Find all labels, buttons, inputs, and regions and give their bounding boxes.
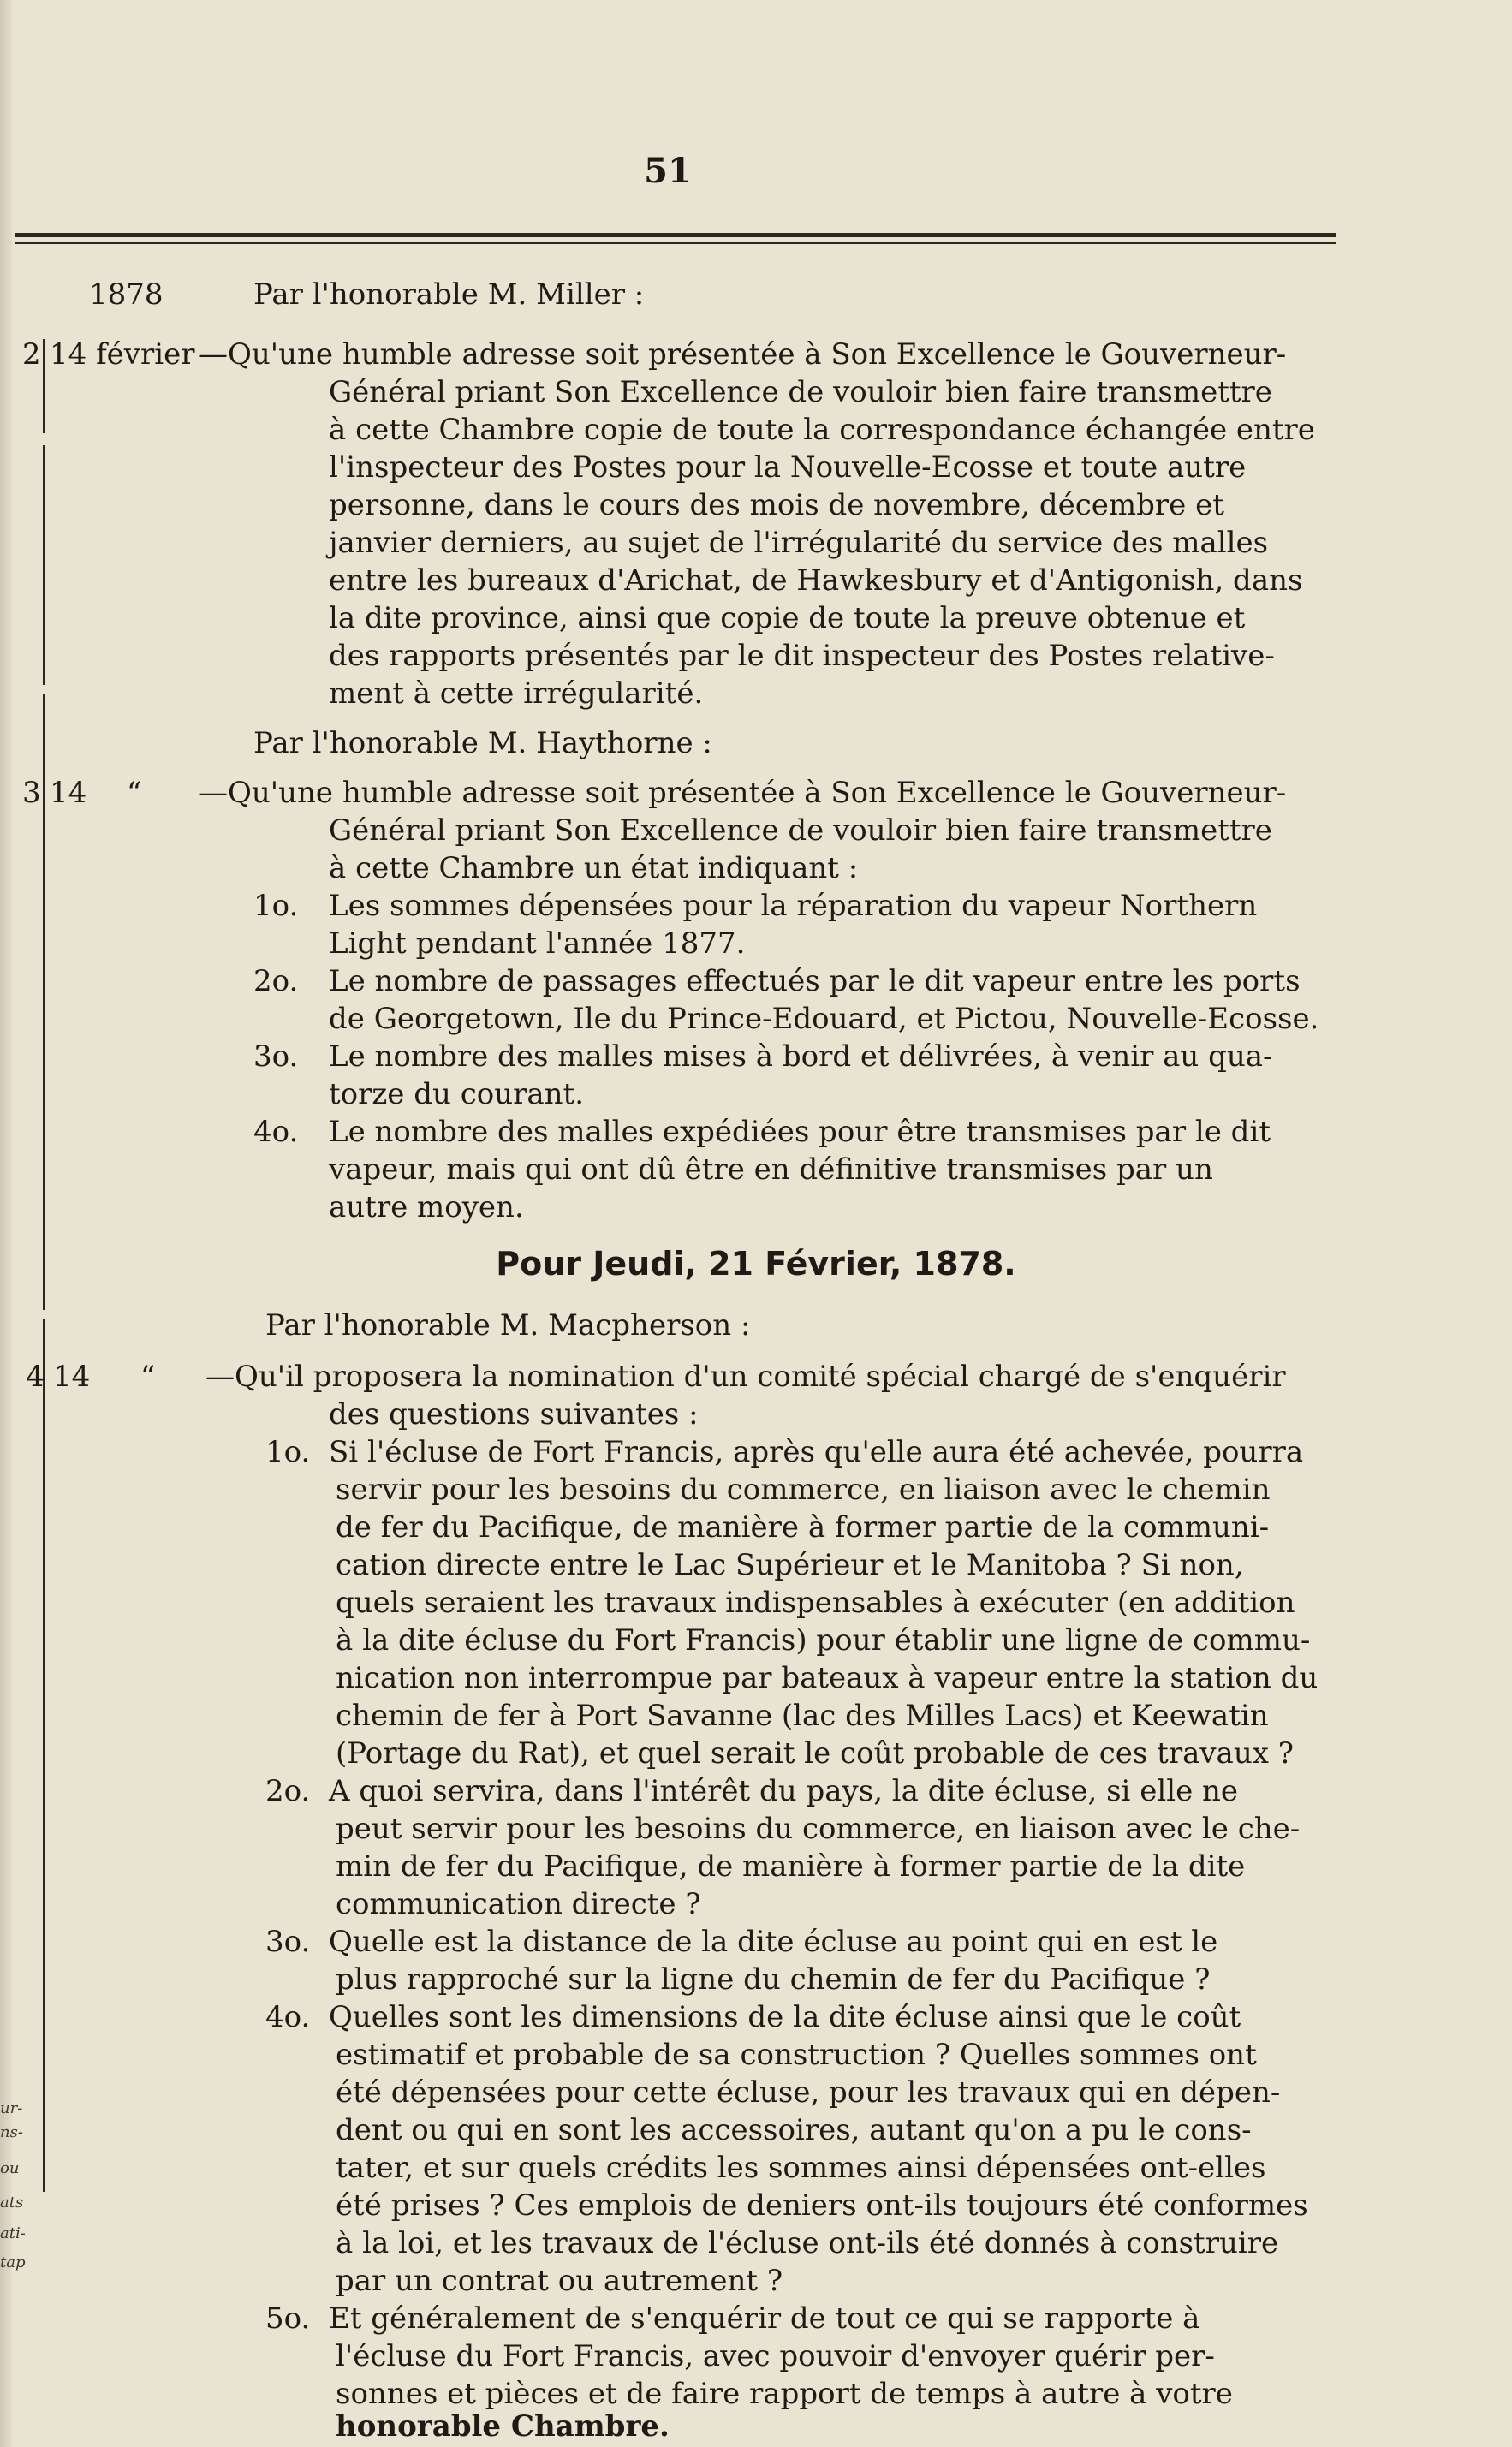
- header-rule-thick: [15, 233, 1336, 237]
- item-line: chemin de fer à Port Savanne (lac des Milles Lacs) et Keewatin: [336, 1699, 1269, 1733]
- ditto-mark: “: [127, 776, 142, 810]
- margin-rule: [43, 339, 45, 433]
- mover-2: Par l'honorable M. Haythorne :: [253, 726, 712, 760]
- item-line: Si l'écluse de Fort Francis, après qu'elle aura été achevée, pourra: [329, 1435, 1304, 1469]
- motion-2-line: Général priant Son Excellence de vouloir bien faire transmettre: [329, 375, 1272, 409]
- motion-2-line: la dite province, ainsi que copie de toute la preuve obtenue et: [329, 601, 1246, 635]
- item-line: à la dite écluse du Fort Francis) pour établir une ligne de commu-: [336, 1623, 1311, 1658]
- page-number: 51: [644, 151, 692, 191]
- item-number: 2o.: [265, 1774, 311, 1808]
- section-heading: Pour Jeudi, 21 Février, 1878.: [496, 1245, 1016, 1283]
- item-number: 5o.: [265, 2301, 311, 2336]
- item-number: 4o.: [253, 1115, 299, 1149]
- item-line: autre moyen.: [329, 1190, 524, 1224]
- item-line: Quelles sont les dimensions de la dite écluse ainsi que le coût: [329, 2000, 1241, 2034]
- item-line: estimatif et probable de sa construction ? Quelles sommes ont: [336, 2038, 1257, 2072]
- year: 1878: [89, 277, 164, 312]
- motion-4-line: —Qu'il proposera la nomination d'un comité spécial chargé de s'enquérir: [205, 1360, 1286, 1394]
- item-line: nication non interrompue par bateaux à vapeur entre la station du: [336, 1661, 1319, 1695]
- item-line: à la loi, et les travaux de l'écluse ont-ils été donnés à construire: [336, 2226, 1279, 2260]
- item-line: sonnes et pièces et de faire rapport de temps à autre à votre: [336, 2377, 1233, 2411]
- item-line: Et généralement de s'enquérir de tout ce qui se rapporte à: [329, 2301, 1200, 2336]
- item-number: 4o.: [265, 2000, 311, 2034]
- item-line: quels seraient les travaux indispensables à exécuter (en addition: [336, 1586, 1295, 1620]
- item-line: été dépensées pour cette écluse, pour les travaux qui en dépen-: [336, 2075, 1281, 2110]
- motion-2-line: janvier derniers, au sujet de l'irrégularité du service des malles: [329, 526, 1269, 560]
- item-line: cation directe entre le Lac Supérieur et le Manitoba ? Si non,: [336, 1548, 1244, 1582]
- item-line: Quelle est la distance de la dite écluse au point qui en est le: [329, 1925, 1218, 1959]
- margin-fragment: ou: [0, 2159, 20, 2177]
- item-number: 3o.: [265, 1925, 311, 1959]
- motion-date-3: 14: [50, 776, 87, 810]
- item-line: dent ou qui en sont les accessoires, autant qu'on a pu le cons-: [336, 2113, 1252, 2147]
- motion-number-3: 3: [22, 776, 41, 810]
- item-number: 2o.: [253, 964, 299, 998]
- motion-number-2: 2: [22, 337, 41, 372]
- motion-3-line: —Qu'une humble adresse soit présentée à Son Excellence le Gouverneur-: [199, 776, 1287, 810]
- item-line: Light pendant l'année 1877.: [329, 926, 746, 961]
- margin-fragment: ur-: [0, 2099, 23, 2117]
- ditto-mark: “: [140, 1360, 156, 1394]
- item-line: Le nombre de passages effectués par le dit vapeur entre les ports: [329, 964, 1301, 998]
- margin-rule: [43, 445, 45, 685]
- item-line: de Georgetown, Ile du Prince-Edouard, et Pictou, Nouvelle-Ecosse.: [329, 1002, 1319, 1036]
- margin-rule: [43, 694, 45, 1310]
- mover-1: [253, 276, 644, 313]
- motion-4-line: des questions suivantes :: [329, 1397, 699, 1432]
- header-rule-thin: [15, 242, 1336, 244]
- motion-date-2: 14 février: [50, 337, 195, 372]
- motion-date-4: 14: [53, 1360, 91, 1394]
- item-line: servir pour les besoins du commerce, en liaison avec le chemin: [336, 1473, 1271, 1507]
- item-line: par un contrat ou autrement ?: [336, 2264, 783, 2298]
- item-line: tater, et sur quels crédits les sommes ainsi dépensées ont-elles: [336, 2151, 1266, 2185]
- item-line: de fer du Pacifique, de manière à former partie de la communi-: [336, 1510, 1270, 1545]
- item-line: min de fer du Pacifique, de manière à former partie de la dite: [336, 1849, 1246, 1884]
- item-line: vapeur, mais qui ont dû être en définitive transmises par un: [329, 1152, 1213, 1187]
- motion-2-line: —Qu'une humble adresse soit présentée à Son Excellence le Gouverneur-: [199, 337, 1287, 372]
- item-line: l'écluse du Fort Francis, avec pouvoir d'envoyer quérir per-: [336, 2339, 1215, 2373]
- item-line: plus rapproché sur la ligne du chemin de fer du Pacifique ?: [336, 1962, 1211, 1997]
- page-edge: [0, 0, 12, 2447]
- margin-rule: [43, 1319, 45, 2192]
- margin-fragment: ati-: [0, 2224, 26, 2242]
- motion-2-line: entre les bureaux d'Arichat, de Hawkesbury et d'Antigonish, dans: [329, 563, 1303, 598]
- item-line: communication directe ?: [336, 1887, 701, 1921]
- mover-3: Par l'honorable M. Macpherson :: [265, 1308, 751, 1343]
- motion-2-line: à cette Chambre copie de toute la correspondance échangée entre: [329, 413, 1315, 447]
- item-line: honorable Chambre.: [336, 2409, 670, 2444]
- motion-2-line: des rapports présentés par le dit inspecteur des Postes relative-: [329, 639, 1275, 673]
- item-line: Le nombre des malles mises à bord et délivrées, à venir au qua-: [329, 1039, 1273, 1074]
- item-line: A quoi servira, dans l'intérêt du pays, la dite écluse, si elle ne: [329, 1774, 1239, 1808]
- motion-3-line: Général priant Son Excellence de vouloir bien faire transmettre: [329, 813, 1272, 848]
- item-line: (Portage du Rat), et quel serait le coût probable de ces travaux ?: [336, 1736, 1294, 1771]
- item-line: peut servir pour les besoins du commerce, en liaison avec le che-: [336, 1812, 1301, 1846]
- item-number: 1o.: [265, 1435, 311, 1469]
- margin-fragment: ats: [0, 2194, 24, 2212]
- motion-2-line: l'inspecteur des Postes pour la Nouvelle-Ecosse et toute autre: [329, 450, 1247, 485]
- item-line: été prises ? Ces emplois de deniers ont-ils toujours été conformes: [336, 2188, 1308, 2223]
- mover-1-text: Par l'honorable M. Miller :: [253, 277, 645, 312]
- item-line: torze du courant.: [329, 1077, 584, 1111]
- margin-fragment: tap: [0, 2254, 26, 2271]
- motion-3-line: à cette Chambre un état indiquant :: [329, 851, 859, 885]
- item-line: Les sommes dépensées pour la réparation du vapeur Northern: [329, 889, 1258, 923]
- motion-2-line: personne, dans le cours des mois de novembre, décembre et: [329, 488, 1224, 522]
- item-number: 1o.: [253, 889, 299, 923]
- item-line: Le nombre des malles expédiées pour être transmises par le dit: [329, 1115, 1271, 1149]
- motion-number-4: 4: [26, 1360, 45, 1394]
- item-number: 3o.: [253, 1039, 299, 1074]
- margin-fragment: ns-: [0, 2123, 23, 2141]
- motion-2-line: ment à cette irrégularité.: [329, 676, 704, 711]
